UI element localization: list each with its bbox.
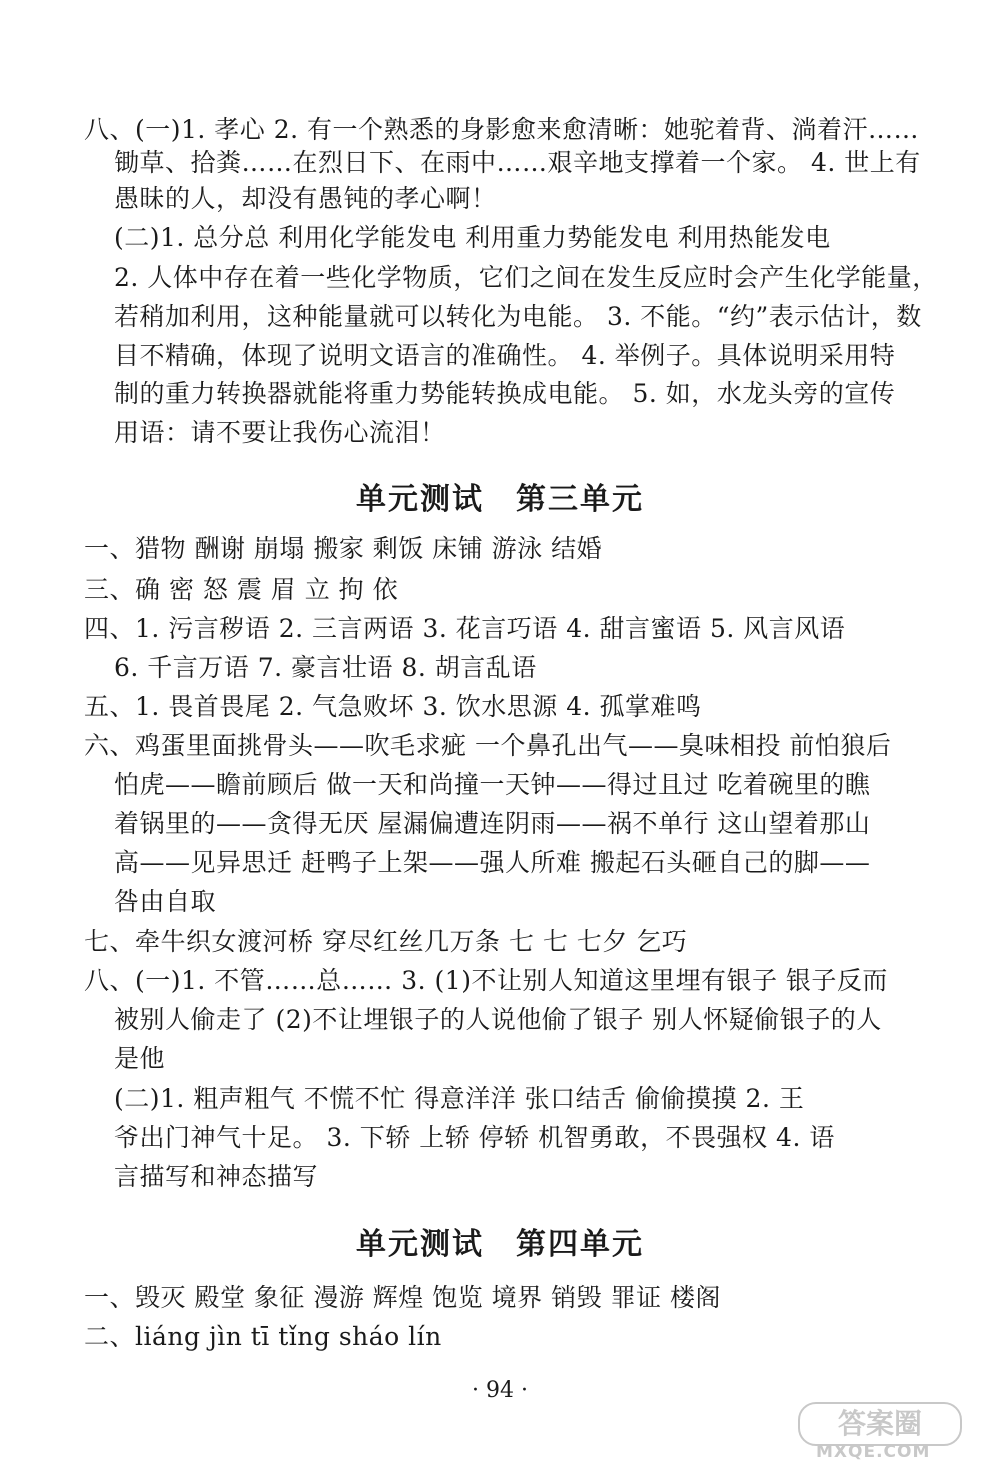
text-line: 一、毁灭 殿堂 象征 漫游 辉煌 饱览 境界 销毁 罪证 楼阁 (84, 1283, 722, 1312)
text-line: (二)1. 粗声粗气 不慌不忙 得意洋洋 张口结舌 偷偷摸摸 2. 王 (114, 1084, 805, 1113)
text-line: 八、(一)1. 孝心 2. 有一个熟悉的身影愈来愈清晰：她驼着背、淌着汗…… (84, 115, 920, 144)
watermark (798, 1402, 988, 1460)
text-line: 三、确 密 怒 震 眉 立 拘 依 (84, 575, 399, 604)
text-line: 怕虎——瞻前顾后 做一天和尚撞一天钟——得过且过 吃着碗里的瞧 (114, 770, 871, 799)
section-title: 单元测试 第四单元 (356, 1227, 644, 1262)
text-line: (二)1. 总分总 利用化学能发电 利用重力势能发电 利用热能发电 (114, 223, 831, 252)
text-line: 目不精确，体现了说明文语言的准确性。 4. 举例子。具体说明采用特 (114, 341, 896, 370)
text-line: 爷出门神气十足。 3. 下轿 上轿 停轿 机智勇敢，不畏强权 4. 语 (114, 1123, 835, 1152)
text-line: 锄草、拾粪……在烈日下、在雨中……艰辛地支撑着一个家。 4. 世上有 (114, 148, 921, 177)
text-line: 七、牵牛织女渡河桥 穿尽红丝几万条 七 七 七夕 乞巧 (84, 927, 688, 956)
text-line: 6. 千言万语 7. 豪言壮语 8. 胡言乱语 (114, 653, 537, 682)
watermark-url: MXQE.COM (816, 1442, 931, 1462)
page-number: · 94 · (472, 1378, 528, 1403)
text-line: 用语：请不要让我伤心流泪！ (114, 418, 446, 447)
text-line: 愚昧的人，却没有愚钝的孝心啊！ (114, 184, 497, 213)
text-line: 言描写和神态描写 (114, 1162, 319, 1191)
text-line: 八、(一)1. 不管……总…… 3. (1)不让别人知道这里埋有银子 银子反而 (84, 966, 888, 995)
watermark-logo: 答案圈 (798, 1402, 962, 1446)
text-line: 若稍加利用，这种能量就可以转化为电能。 3. 不能。“约”表示估计，数 (114, 302, 922, 331)
text-line: 是他 (114, 1044, 166, 1073)
section-title: 单元测试 第三单元 (356, 482, 644, 517)
text-line: 着锅里的——贪得无厌 屋漏偏遭连阴雨——祸不单行 这山望着那山 (114, 809, 871, 838)
text-line: 制的重力转换器就能将重力势能转换成电能。 5. 如，水龙头旁的宣传 (114, 379, 896, 408)
text-line: 五、1. 畏首畏尾 2. 气急败坏 3. 饮水思源 4. 孤掌难鸣 (84, 692, 702, 721)
text-line: 高——见异思迁 赶鸭子上架——强人所难 搬起石头砸自己的脚—— (114, 848, 871, 877)
text-line: 2. 人体中存在着一些化学物质，它们之间在发生反应时会产生化学能量， (114, 263, 938, 292)
text-line: 一、猎物 酬谢 崩塌 搬家 剩饭 床铺 游泳 结婚 (84, 534, 603, 563)
text-line: 被别人偷走了 (2)不让埋银子的人说他偷了银子 别人怀疑偷银子的人 (114, 1005, 882, 1034)
text-line: 咎由自取 (114, 887, 217, 916)
text-line: 四、1. 污言秽语 2. 三言两语 3. 花言巧语 4. 甜言蜜语 5. 风言风语 (84, 614, 846, 643)
text-line: 二、liáng jìn tī tǐng sháo lín (84, 1322, 442, 1351)
text-line: 六、鸡蛋里面挑骨头——吹毛求疵 一个鼻孔出气——臭味相投 前怕狼后 (84, 731, 892, 760)
